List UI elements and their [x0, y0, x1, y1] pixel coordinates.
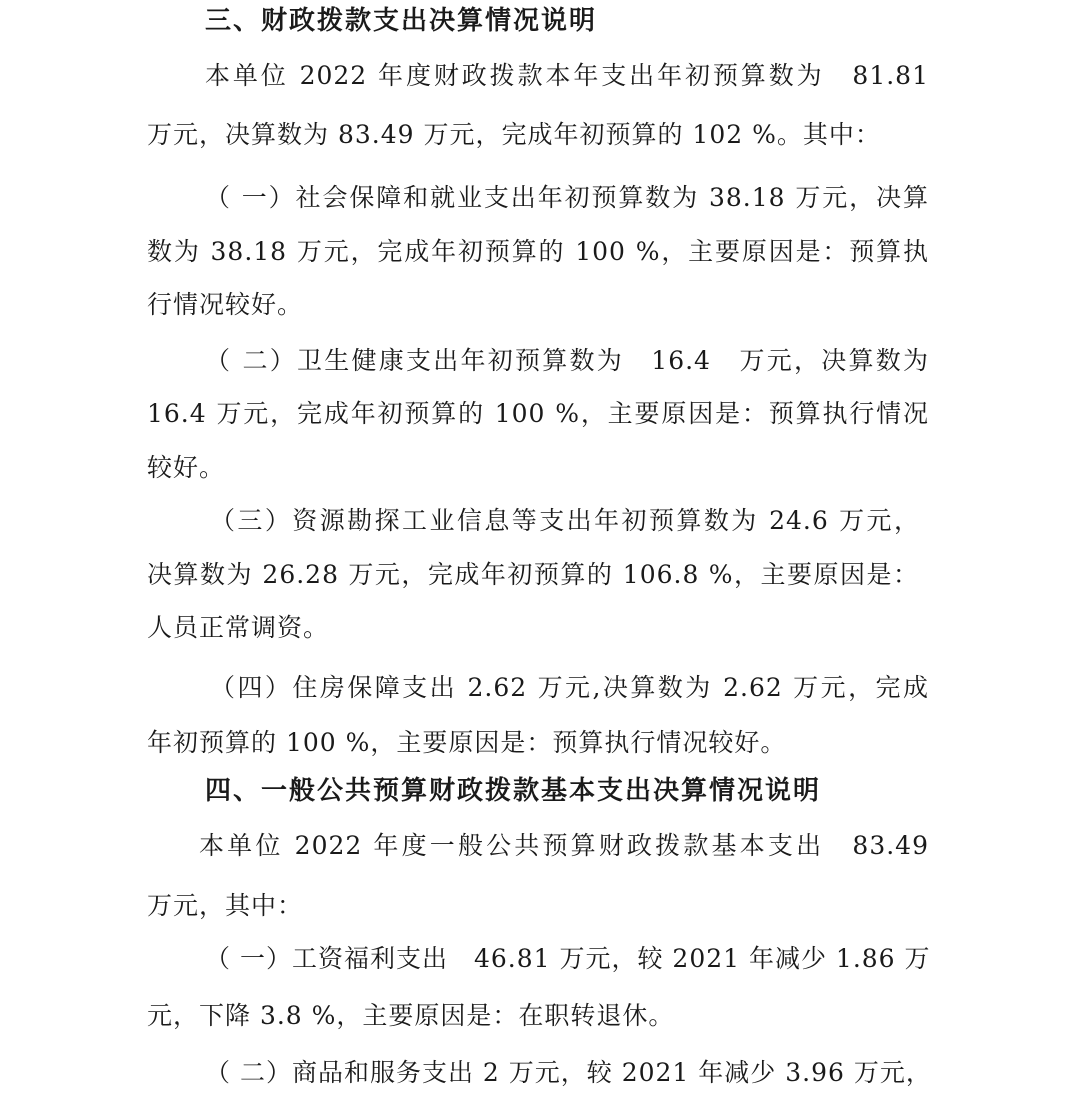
section-three-item-2-line-2: 16.4 万元，完成年初预算的 100 %，主要原因是：预算执行情况 — [147, 399, 929, 428]
section-three-item-3-line-2: 决算数为 26.28 万元，完成年初预算的 106.8 %，主要原因是： — [147, 560, 919, 589]
section-three-intro-line-1: 本单位 2022 年度财政拨款本年支出年初预算数为 81.81 — [205, 61, 929, 90]
section-four-intro-line-2: 万元，其中： — [147, 891, 304, 920]
section-three-item-3-line-3: 人员正常调资。 — [147, 613, 330, 642]
section-three-item-2-line-3: 较好。 — [147, 453, 226, 482]
section-three-heading: 三、财政拨款支出决算情况说明 — [205, 6, 598, 36]
section-four-item-1-line-1: （ 一）工资福利支出 46.81 万元，较 2021 年减少 1.86 万 — [205, 944, 931, 973]
section-three-item-1-line-3: 行情况较好。 — [147, 290, 304, 319]
section-four-item-2-line-1: （ 二）商品和服务支出 2 万元，较 2021 年减少 3.96 万元， — [205, 1058, 932, 1087]
section-four-item-1-line-2: 元，下降 3.8 %，主要原因是：在职转退休。 — [147, 1001, 675, 1030]
section-four-intro-line-1: 本单位 2022 年度一般公共预算财政拨款基本支出 83.49 — [199, 831, 929, 860]
section-three-item-2-line-1: （ 二）卫生健康支出年初预算数为 16.4 万元，决算数为 — [205, 346, 929, 375]
section-three-item-3-line-1: （三）资源勘探工业信息等支出年初预算数为 24.6 万元， — [210, 506, 920, 535]
section-four-heading: 四、一般公共预算财政拨款基本支出决算情况说明 — [205, 776, 822, 806]
section-three-item-4-line-2: 年初预算的 100 %，主要原因是：预算执行情况较好。 — [147, 728, 787, 757]
section-three-item-1-line-2: 数为 38.18 万元，完成年初预算的 100 %，主要原因是：预算执 — [147, 237, 929, 266]
section-three-item-4-line-1: （四）住房保障支出 2.62 万元,决算数为 2.62 万元，完成 — [210, 673, 929, 702]
section-three-item-1-line-1: （ 一）社会保障和就业支出年初预算数为 38.18 万元，决算 — [205, 183, 929, 212]
section-three-intro-line-2: 万元，决算数为 83.49 万元，完成年初预算的 102 %。其中： — [147, 120, 881, 149]
